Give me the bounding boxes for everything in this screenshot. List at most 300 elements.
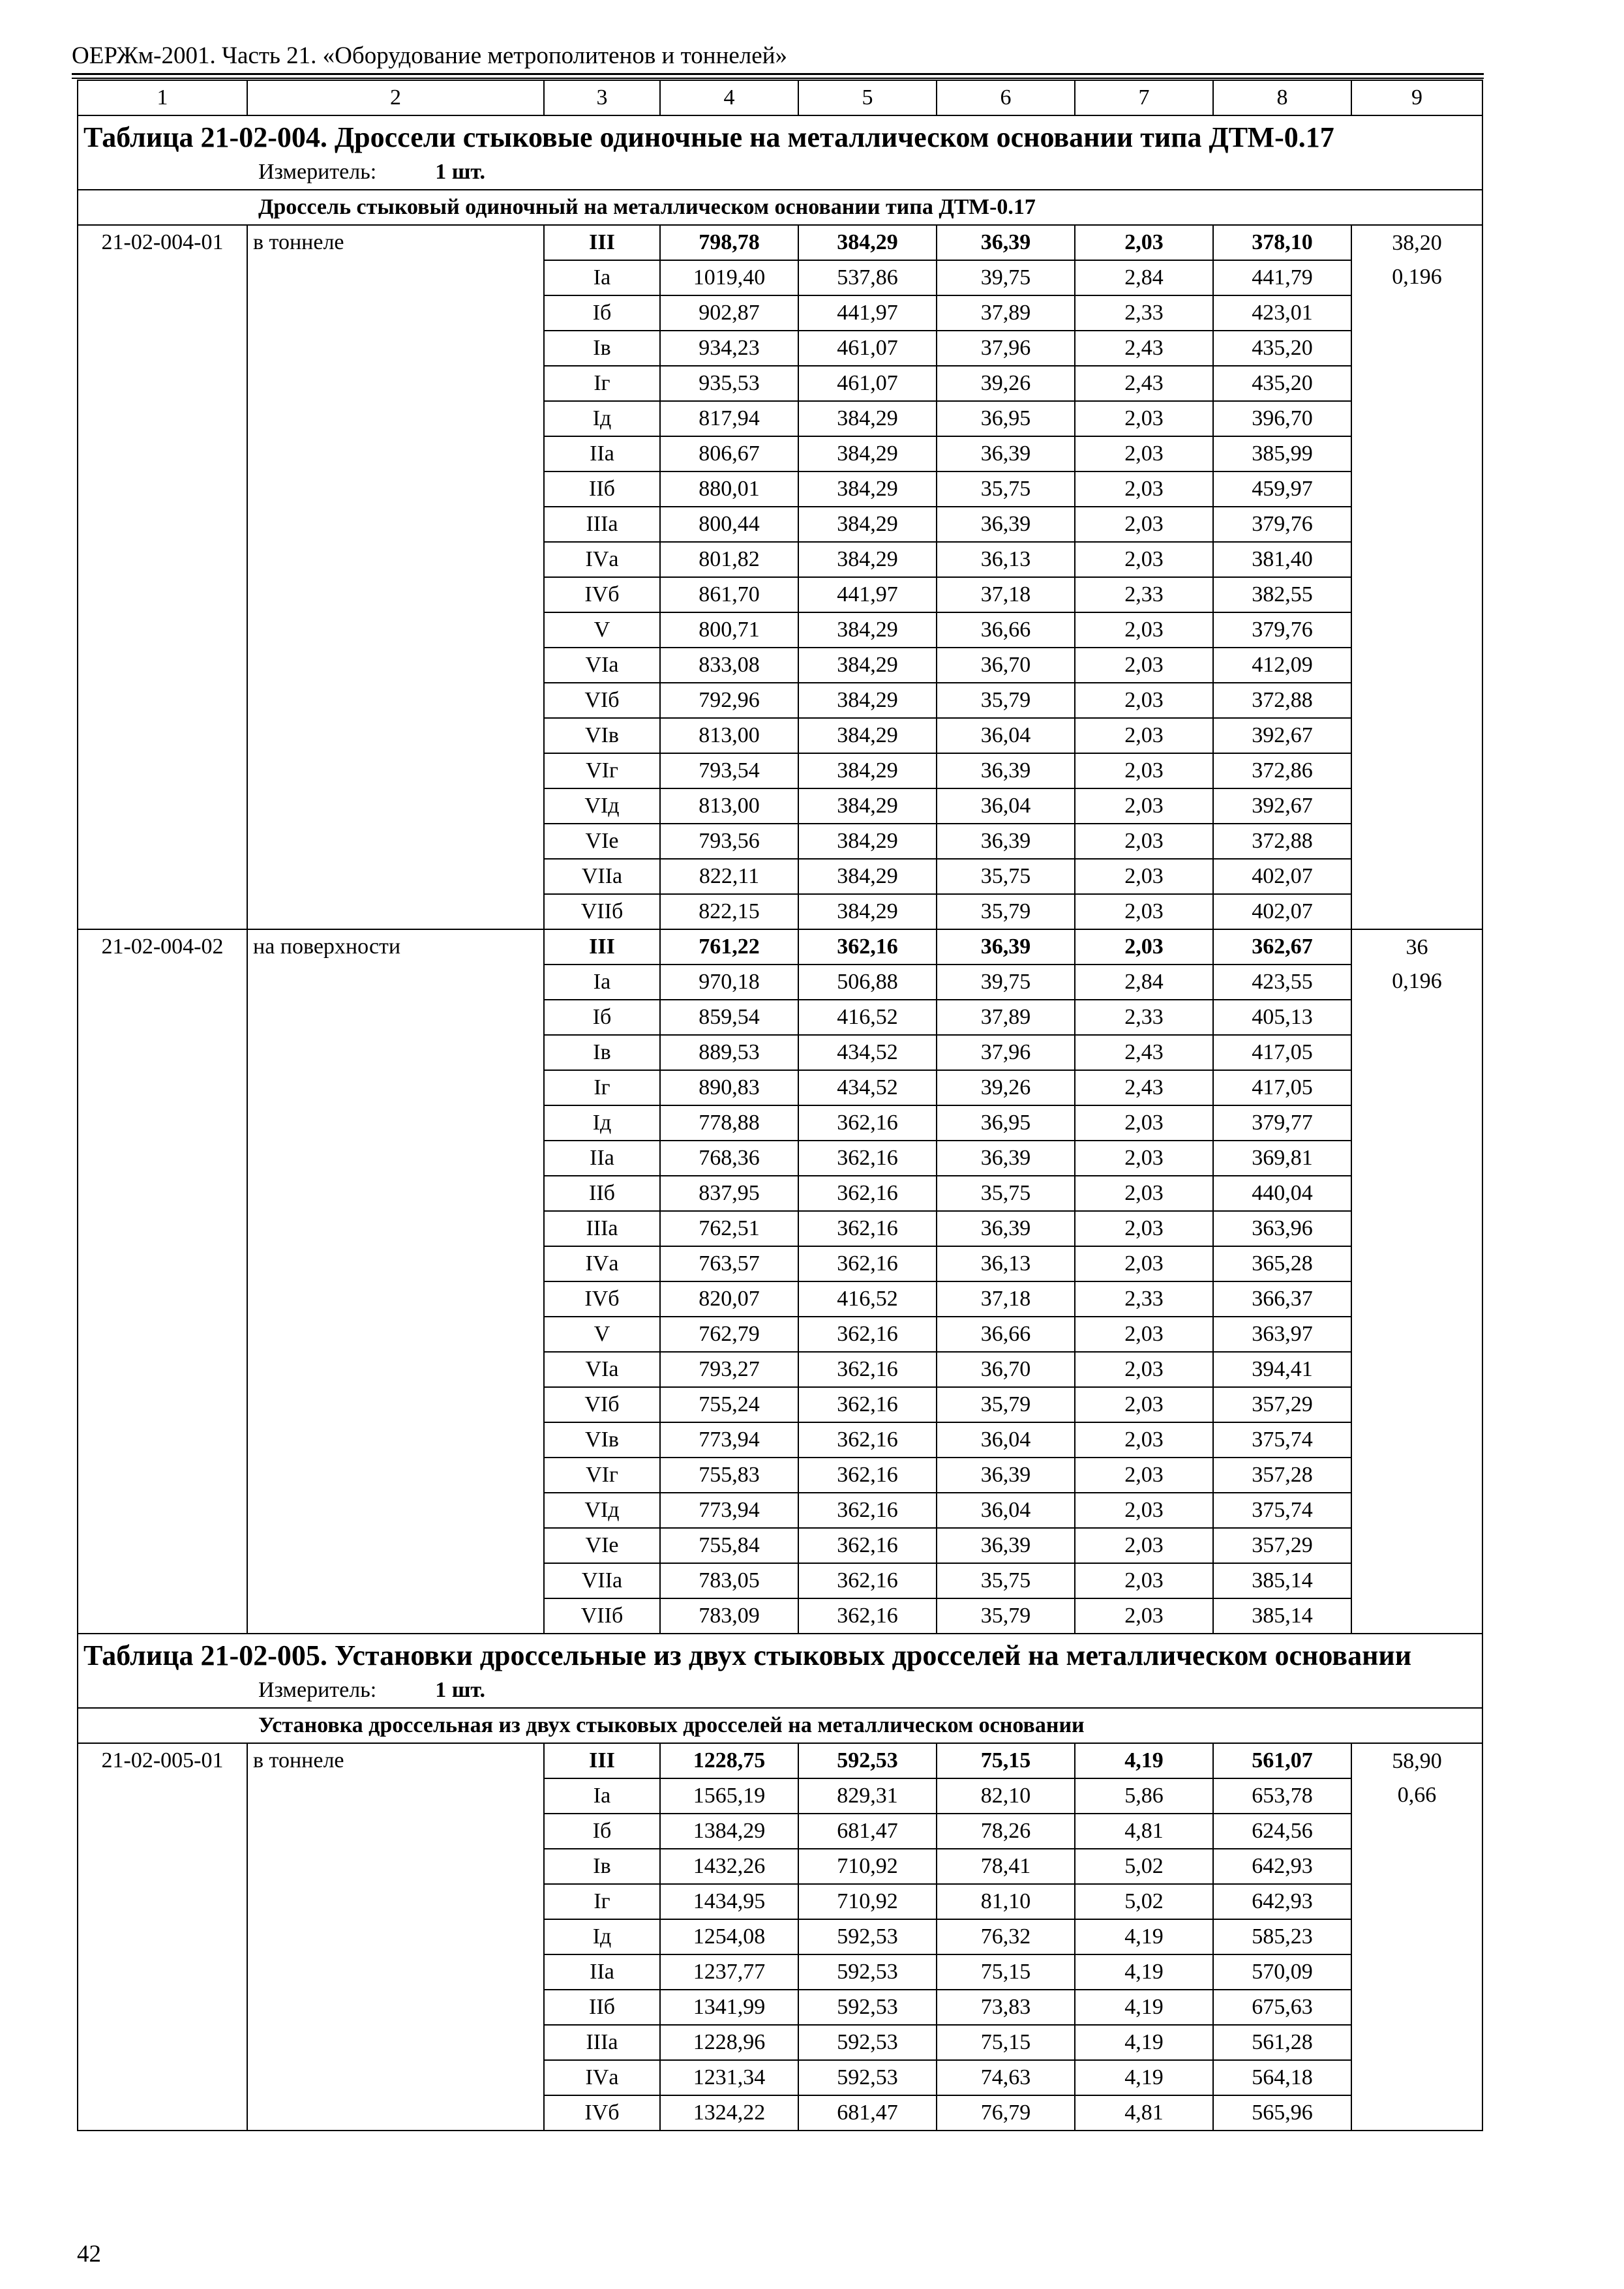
value-cell: 384,29 (798, 753, 937, 788)
zone-code: IIа (544, 1141, 660, 1176)
zone-code: Iг (544, 1884, 660, 1919)
value-cell: 405,13 (1213, 1000, 1351, 1035)
table-title: Таблица 21-02-005. Установки дроссельные из двух стыковых дросселей на металлическом основании (78, 1634, 1482, 1673)
value-cell: 763,57 (660, 1246, 798, 1281)
value-cell: 423,01 (1213, 295, 1351, 331)
value-cell: 4,19 (1075, 2060, 1213, 2095)
value-cell: 441,97 (798, 577, 937, 612)
zone-code: VIIб (544, 894, 660, 929)
extra-value: 0,196 (1351, 260, 1482, 929)
value-cell: 2,43 (1075, 1035, 1213, 1070)
value-cell: 394,41 (1213, 1352, 1351, 1387)
value-cell: 423,55 (1213, 965, 1351, 1000)
table-row (78, 225, 1482, 260)
value-cell: 561,28 (1213, 2025, 1351, 2060)
value-cell: 36,39 (937, 824, 1075, 859)
value-cell: 378,10 (1213, 225, 1351, 260)
value-cell: 36,39 (937, 753, 1075, 788)
zone-code: Iд (544, 401, 660, 436)
value-cell: 369,81 (1213, 1141, 1351, 1176)
value-cell: 2,43 (1075, 331, 1213, 366)
value-cell: 761,22 (660, 929, 798, 965)
value-cell: 365,28 (1213, 1246, 1351, 1281)
column-number: 7 (1075, 80, 1213, 115)
value-cell: 384,29 (798, 824, 937, 859)
zone-code: Iб (544, 1000, 660, 1035)
value-cell: 1432,26 (660, 1849, 798, 1884)
value-cell: 2,03 (1075, 507, 1213, 542)
value-cell: 39,75 (937, 965, 1075, 1000)
zone-code: Iв (544, 1849, 660, 1884)
value-cell: 2,03 (1075, 1352, 1213, 1387)
value-cell: 2,03 (1075, 542, 1213, 577)
value-cell: 384,29 (798, 507, 937, 542)
value-cell: 384,29 (798, 859, 937, 894)
zone-code: Iг (544, 1070, 660, 1105)
value-cell: 506,88 (798, 965, 937, 1000)
value-cell: 653,78 (1213, 1778, 1351, 1814)
value-cell: 755,24 (660, 1387, 798, 1422)
value-cell: 1228,75 (660, 1743, 798, 1778)
value-cell: 362,16 (798, 1317, 937, 1352)
value-cell: 2,03 (1075, 1458, 1213, 1493)
value-cell: 416,52 (798, 1000, 937, 1035)
value-cell: 379,77 (1213, 1105, 1351, 1141)
value-cell: 363,97 (1213, 1317, 1351, 1352)
value-cell: 36,04 (937, 1422, 1075, 1458)
measure-row (78, 1673, 1482, 1708)
value-cell: 434,52 (798, 1070, 937, 1105)
value-cell: 36,66 (937, 612, 1075, 648)
page-number: 42 (77, 2241, 101, 2267)
value-cell: 1228,96 (660, 2025, 798, 2060)
zone-code: III (544, 929, 660, 965)
value-cell: 5,86 (1075, 1778, 1213, 1814)
value-cell: 1231,34 (660, 2060, 798, 2095)
value-cell: 362,16 (798, 1387, 937, 1422)
value-cell: 817,94 (660, 401, 798, 436)
zone-code: VIб (544, 683, 660, 718)
value-cell: 2,03 (1075, 471, 1213, 507)
value-cell: 800,71 (660, 612, 798, 648)
value-cell: 592,53 (798, 1954, 937, 1990)
value-cell: 381,40 (1213, 542, 1351, 577)
value-cell: 36,95 (937, 401, 1075, 436)
value-cell: 375,74 (1213, 1493, 1351, 1528)
value-cell: 755,83 (660, 1458, 798, 1493)
value-cell: 822,11 (660, 859, 798, 894)
value-cell: 75,15 (937, 2025, 1075, 2060)
value-cell: 362,16 (798, 929, 937, 965)
zone-code: VIв (544, 718, 660, 753)
value-cell: 76,79 (937, 2095, 1075, 2131)
zone-code: IIб (544, 1176, 660, 1211)
value-cell: 570,09 (1213, 1954, 1351, 1990)
value-cell: 35,79 (937, 1598, 1075, 1634)
value-cell: 778,88 (660, 1105, 798, 1141)
zone-code: Iа (544, 965, 660, 1000)
price-table-body (78, 80, 1482, 2131)
value-cell: 384,29 (798, 401, 937, 436)
value-cell: 880,01 (660, 471, 798, 507)
zone-code: Iг (544, 366, 660, 401)
value-cell: 441,79 (1213, 260, 1351, 295)
value-cell: 36,04 (937, 1493, 1075, 1528)
value-cell: 362,16 (798, 1528, 937, 1563)
value-cell: 813,00 (660, 718, 798, 753)
value-cell: 798,78 (660, 225, 798, 260)
value-cell: 1565,19 (660, 1778, 798, 1814)
column-number-row (78, 80, 1482, 115)
value-cell: 39,75 (937, 260, 1075, 295)
value-cell: 36,39 (937, 1211, 1075, 1246)
value-cell: 2,33 (1075, 1281, 1213, 1317)
value-cell: 384,29 (798, 542, 937, 577)
value-cell: 35,75 (937, 1176, 1075, 1211)
value-cell: 372,86 (1213, 753, 1351, 788)
value-cell: 564,18 (1213, 2060, 1351, 2095)
column-number: 8 (1213, 80, 1351, 115)
value-cell: 384,29 (798, 612, 937, 648)
value-cell: 592,53 (798, 2060, 937, 2095)
value-cell: 2,03 (1075, 612, 1213, 648)
table-title-row (78, 115, 1482, 155)
zone-code: IIб (544, 471, 660, 507)
zone-code: VIIа (544, 859, 660, 894)
value-cell: 36,39 (937, 1458, 1075, 1493)
value-cell: 384,29 (798, 648, 937, 683)
value-cell: 4,19 (1075, 1743, 1213, 1778)
value-cell: 813,00 (660, 788, 798, 824)
value-cell: 768,36 (660, 1141, 798, 1176)
value-cell: 592,53 (798, 1990, 937, 2025)
extra-value: 58,90 (1351, 1743, 1482, 1778)
value-cell: 37,89 (937, 1000, 1075, 1035)
value-cell: 36,39 (937, 929, 1075, 965)
value-cell: 4,81 (1075, 2095, 1213, 2131)
value-cell: 2,03 (1075, 1493, 1213, 1528)
value-cell: 2,03 (1075, 824, 1213, 859)
value-cell: 362,16 (798, 1598, 937, 1634)
value-cell: 762,51 (660, 1211, 798, 1246)
value-cell: 461,07 (798, 366, 937, 401)
value-cell: 36,04 (937, 718, 1075, 753)
value-cell: 36,13 (937, 542, 1075, 577)
value-cell: 379,76 (1213, 612, 1351, 648)
value-cell: 2,03 (1075, 1105, 1213, 1141)
value-cell: 2,43 (1075, 366, 1213, 401)
value-cell: 36,39 (937, 225, 1075, 260)
value-cell: 385,14 (1213, 1598, 1351, 1634)
zone-code: IIIа (544, 1211, 660, 1246)
zone-code: VIа (544, 1352, 660, 1387)
value-cell: 385,99 (1213, 436, 1351, 471)
value-cell: 4,81 (1075, 1814, 1213, 1849)
value-cell: 372,88 (1213, 683, 1351, 718)
value-cell: 2,03 (1075, 1422, 1213, 1458)
value-cell: 35,79 (937, 683, 1075, 718)
value-cell: 1324,22 (660, 2095, 798, 2131)
value-cell: 362,67 (1213, 929, 1351, 965)
value-cell: 39,26 (937, 366, 1075, 401)
value-cell: 36,70 (937, 1352, 1075, 1387)
value-cell: 2,03 (1075, 401, 1213, 436)
value-cell: 35,79 (937, 1387, 1075, 1422)
value-cell: 762,79 (660, 1317, 798, 1352)
zone-code: VIг (544, 1458, 660, 1493)
value-cell: 537,86 (798, 260, 937, 295)
item-name: в тоннеле (247, 1743, 544, 2131)
value-cell: 561,07 (1213, 1743, 1351, 1778)
value-cell: 2,03 (1075, 648, 1213, 683)
value-cell: 81,10 (937, 1884, 1075, 1919)
value-cell: 2,84 (1075, 260, 1213, 295)
value-cell: 392,67 (1213, 718, 1351, 753)
zone-code: Iд (544, 1919, 660, 1954)
value-cell: 402,07 (1213, 859, 1351, 894)
zone-code: Iд (544, 1105, 660, 1141)
measure-value: 1 шт. (435, 160, 486, 184)
value-cell: 35,75 (937, 1563, 1075, 1598)
value-cell: 35,79 (937, 894, 1075, 929)
zone-code: VIд (544, 788, 660, 824)
zone-code: IVб (544, 2095, 660, 2131)
value-cell: 435,20 (1213, 331, 1351, 366)
value-cell: 793,56 (660, 824, 798, 859)
value-cell: 1019,40 (660, 260, 798, 295)
value-cell: 37,89 (937, 295, 1075, 331)
value-cell: 890,83 (660, 1070, 798, 1105)
value-cell: 1341,99 (660, 1990, 798, 2025)
zone-code: V (544, 612, 660, 648)
zone-code: IIа (544, 1954, 660, 1990)
zone-code: VIе (544, 1528, 660, 1563)
value-cell: 37,96 (937, 331, 1075, 366)
value-cell: 2,03 (1075, 1563, 1213, 1598)
value-cell: 357,29 (1213, 1387, 1351, 1422)
value-cell: 565,96 (1213, 2095, 1351, 2131)
value-cell: 822,15 (660, 894, 798, 929)
zone-code: Iв (544, 331, 660, 366)
column-number: 2 (247, 80, 544, 115)
measure-cell (78, 1673, 1482, 1708)
value-cell: 392,67 (1213, 788, 1351, 824)
value-cell: 681,47 (798, 2095, 937, 2131)
subheading: Дроссель стыковый одиночный на металлическом основании типа ДТМ-0.17 (78, 190, 1482, 225)
zone-code: VIIа (544, 1563, 660, 1598)
value-cell: 362,16 (798, 1211, 937, 1246)
value-cell: 793,27 (660, 1352, 798, 1387)
item-code: 21-02-004-01 (78, 225, 247, 929)
value-cell: 2,33 (1075, 295, 1213, 331)
value-cell: 75,15 (937, 1743, 1075, 1778)
value-cell: 592,53 (798, 1743, 937, 1778)
value-cell: 1384,29 (660, 1814, 798, 1849)
extra-value: 36 (1351, 929, 1482, 965)
zone-code: VIе (544, 824, 660, 859)
value-cell: 2,03 (1075, 859, 1213, 894)
value-cell: 372,88 (1213, 824, 1351, 859)
value-cell: 1434,95 (660, 1884, 798, 1919)
value-cell: 435,20 (1213, 366, 1351, 401)
value-cell: 2,03 (1075, 1528, 1213, 1563)
value-cell: 801,82 (660, 542, 798, 577)
value-cell: 362,16 (798, 1176, 937, 1211)
value-cell: 861,70 (660, 577, 798, 612)
value-cell: 362,16 (798, 1141, 937, 1176)
value-cell: 78,41 (937, 1849, 1075, 1884)
zone-code: IVа (544, 542, 660, 577)
value-cell: 2,03 (1075, 225, 1213, 260)
value-cell: 37,18 (937, 577, 1075, 612)
value-cell: 889,53 (660, 1035, 798, 1070)
value-cell: 434,52 (798, 1035, 937, 1070)
value-cell: 73,83 (937, 1990, 1075, 2025)
zone-code: VIIб (544, 1598, 660, 1634)
running-header: ОЕРЖм-2001. Часть 21. «Оборудование метрополитенов и тоннелей» (72, 42, 787, 69)
measure-cell (78, 155, 1482, 190)
extra-value: 38,20 (1351, 225, 1482, 260)
value-cell: 1237,77 (660, 1954, 798, 1990)
value-cell: 417,05 (1213, 1070, 1351, 1105)
value-cell: 75,15 (937, 1954, 1075, 1990)
value-cell: 74,63 (937, 2060, 1075, 2095)
extra-value: 0,66 (1351, 1778, 1482, 2131)
zone-code: VIб (544, 1387, 660, 1422)
measure-value: 1 шт. (435, 1678, 486, 1702)
table-row (78, 1743, 1482, 1778)
measure-label: Измеритель: (258, 1678, 377, 1702)
zone-code: VIа (544, 648, 660, 683)
value-cell: 793,54 (660, 753, 798, 788)
value-cell: 402,07 (1213, 894, 1351, 929)
value-cell: 36,39 (937, 436, 1075, 471)
value-cell: 902,87 (660, 295, 798, 331)
value-cell: 384,29 (798, 471, 937, 507)
value-cell: 2,03 (1075, 894, 1213, 929)
table-title-row (78, 1634, 1482, 1673)
zone-code: VIг (544, 753, 660, 788)
value-cell: 416,52 (798, 1281, 937, 1317)
value-cell: 362,16 (798, 1246, 937, 1281)
value-cell: 2,03 (1075, 1246, 1213, 1281)
value-cell: 36,39 (937, 507, 1075, 542)
table-row (78, 929, 1482, 965)
value-cell: 357,29 (1213, 1528, 1351, 1563)
value-cell: 362,16 (798, 1422, 937, 1458)
value-cell: 2,03 (1075, 1176, 1213, 1211)
value-cell: 800,44 (660, 507, 798, 542)
value-cell: 384,29 (798, 788, 937, 824)
zone-code: Iа (544, 1778, 660, 1814)
value-cell: 970,18 (660, 965, 798, 1000)
value-cell: 755,84 (660, 1528, 798, 1563)
value-cell: 806,67 (660, 436, 798, 471)
value-cell: 362,16 (798, 1105, 937, 1141)
column-number: 9 (1351, 80, 1482, 115)
value-cell: 2,43 (1075, 1070, 1213, 1105)
zone-code: Iа (544, 260, 660, 295)
zone-code: IIб (544, 1990, 660, 2025)
column-number: 3 (544, 80, 660, 115)
item-name: на поверхности (247, 929, 544, 1634)
value-cell: 362,16 (798, 1493, 937, 1528)
zone-code: VIв (544, 1422, 660, 1458)
value-cell: 4,19 (1075, 1990, 1213, 2025)
zone-code: Iб (544, 295, 660, 331)
zone-code: Iв (544, 1035, 660, 1070)
value-cell: 362,16 (798, 1458, 937, 1493)
value-cell: 681,47 (798, 1814, 937, 1849)
value-cell: 2,03 (1075, 1317, 1213, 1352)
value-cell: 357,28 (1213, 1458, 1351, 1493)
value-cell: 2,03 (1075, 683, 1213, 718)
value-cell: 5,02 (1075, 1849, 1213, 1884)
value-cell: 385,14 (1213, 1563, 1351, 1598)
value-cell: 2,84 (1075, 965, 1213, 1000)
value-cell: 4,19 (1075, 1919, 1213, 1954)
value-cell: 36,95 (937, 1105, 1075, 1141)
value-cell: 362,16 (798, 1563, 937, 1598)
value-cell: 592,53 (798, 2025, 937, 2060)
value-cell: 935,53 (660, 366, 798, 401)
value-cell: 792,96 (660, 683, 798, 718)
value-cell: 39,26 (937, 1070, 1075, 1105)
value-cell: 37,96 (937, 1035, 1075, 1070)
subheading: Установка дроссельная из двух стыковых дросселей на металлическом основании (78, 1708, 1482, 1743)
column-number: 4 (660, 80, 798, 115)
value-cell: 37,18 (937, 1281, 1075, 1317)
value-cell: 5,02 (1075, 1884, 1213, 1919)
zone-code: VIд (544, 1493, 660, 1528)
value-cell: 2,33 (1075, 1000, 1213, 1035)
subheading-row (78, 190, 1482, 225)
value-cell: 366,37 (1213, 1281, 1351, 1317)
value-cell: 35,75 (937, 471, 1075, 507)
zone-code: IVб (544, 577, 660, 612)
value-cell: 76,32 (937, 1919, 1075, 1954)
value-cell: 35,75 (937, 859, 1075, 894)
value-cell: 459,97 (1213, 471, 1351, 507)
value-cell: 36,70 (937, 648, 1075, 683)
value-cell: 36,39 (937, 1528, 1075, 1563)
table-title: Таблица 21-02-004. Дроссели стыковые одиночные на металлическом основании типа ДТМ-0.17 (78, 115, 1482, 155)
value-cell: 417,05 (1213, 1035, 1351, 1070)
value-cell: 36,04 (937, 788, 1075, 824)
value-cell: 710,92 (798, 1884, 937, 1919)
zone-code: IVб (544, 1281, 660, 1317)
value-cell: 379,76 (1213, 507, 1351, 542)
value-cell: 384,29 (798, 894, 937, 929)
value-cell: 642,93 (1213, 1849, 1351, 1884)
value-cell: 396,70 (1213, 401, 1351, 436)
value-cell: 820,07 (660, 1281, 798, 1317)
zone-code: III (544, 225, 660, 260)
column-number: 6 (937, 80, 1075, 115)
value-cell: 384,29 (798, 436, 937, 471)
value-cell: 2,03 (1075, 1598, 1213, 1634)
value-cell: 2,03 (1075, 929, 1213, 965)
value-cell: 675,63 (1213, 1990, 1351, 2025)
zone-code: III (544, 1743, 660, 1778)
subheading-row (78, 1708, 1482, 1743)
zone-code: IIIа (544, 507, 660, 542)
value-cell: 2,03 (1075, 753, 1213, 788)
value-cell: 78,26 (937, 1814, 1075, 1849)
column-number: 1 (78, 80, 247, 115)
value-cell: 412,09 (1213, 648, 1351, 683)
value-cell: 36,66 (937, 1317, 1075, 1352)
